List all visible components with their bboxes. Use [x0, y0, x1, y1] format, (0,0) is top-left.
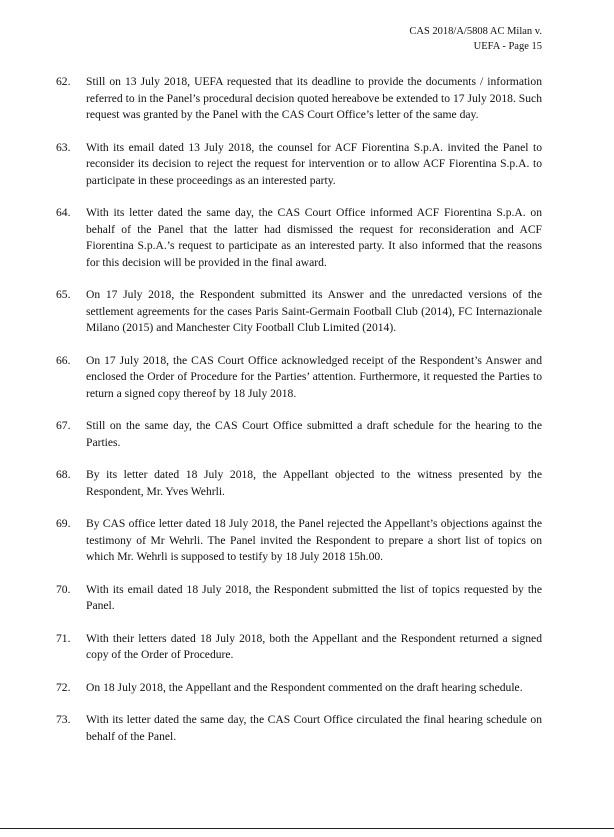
paragraph-64: [56, 205, 542, 271]
paragraph-text: By CAS office letter dated 18 July 2018, the Panel rejected the Appellant’s objections against the testimony of Mr Wehrli. The Panel invited the Respondent to prepare a short list of topics on which Mr. Wehrli is supposed to testify by 18 July 2018 15h.00.: [86, 517, 542, 563]
paragraph-text: Still on the same day, the CAS Court Office submitted a draft schedule for the hearing to the Parties.: [86, 419, 542, 449]
paragraph-70: [56, 582, 542, 615]
case-reference: CAS 2018/A/5808 AC Milan v.: [409, 26, 542, 37]
paragraph-73: [56, 712, 542, 745]
paragraph-number: 67.: [56, 419, 71, 432]
paragraph-67: [56, 418, 542, 451]
paragraph-text: On 17 July 2018, the Respondent submitted its Answer and the unredacted versions of the settlement agreements for the cases Paris Saint-Germain Football Club (2014), FC Internazionale Milano (2015) and Manchester City Football Club Limited (2014).: [86, 288, 542, 334]
paragraph-68: [56, 467, 542, 500]
paragraph-text: Still on 13 July 2018, UEFA requested that its deadline to provide the documents / information referred to in the Panel’s procedural decision quoted hereabove be extended to 17 July 2018. Such request was granted by the Panel with the CAS Court Office’s letter of the same day.: [86, 75, 542, 121]
paragraph-text: With their letters dated 18 July 2018, both the Appellant and the Respondent returned a signed copy of the Order of Procedure.: [86, 631, 542, 661]
paragraph-65: [56, 287, 542, 337]
paragraph-text: With its letter dated the same day, the CAS Court Office informed ACF Fiorentina S.p.A. on behalf of the Panel that the latter had dismissed the request for reconsideration and ACF Fiorentina S.p.A.’s request to participate as an interested party. It also informed that the reasons for this decision will be provided in the final award.: [86, 206, 542, 269]
paragraph-71: [56, 631, 542, 664]
paragraph-text: With its email dated 13 July 2018, the counsel for ACF Fiorentina S.p.A. invited the Panel to reconsider its decision to reject the request for intervention or to allow ACF Fiorentina S.p.A. to participate in these proceedings as an interested party.: [86, 140, 542, 187]
paragraph-text: With its letter dated the same day, the CAS Court Office circulated the final hearing schedule on behalf of the Panel.: [86, 713, 542, 743]
paragraph-72: [56, 680, 542, 697]
paragraph-number: 63.: [56, 140, 71, 154]
paragraph-number: 72.: [56, 680, 71, 694]
paragraph-text: By its letter dated 18 July 2018, the Appellant objected to the witness presented by the Respondent, Mr. Yves Wehrli.: [86, 468, 542, 498]
paragraph-text: On 18 July 2018, the Appellant and the Respondent commented on the draft hearing schedule.: [86, 680, 523, 694]
paragraph-63: [56, 140, 542, 190]
paragraph-text: With its email dated 18 July 2018, the Respondent submitted the list of topics requested by the Panel.: [86, 582, 542, 612]
paragraph-number: 70.: [56, 582, 71, 596]
page-number: UEFA - Page 15: [473, 40, 542, 52]
paragraph-list: [56, 74, 542, 761]
paragraph-number: 62.: [56, 75, 71, 88]
page-bottom-divider: [0, 828, 614, 829]
paragraph-number: 73.: [56, 713, 71, 726]
paragraph-62: [56, 74, 542, 124]
paragraph-number: 65.: [56, 288, 71, 301]
page-header: [409, 25, 542, 54]
paragraph-number: 68.: [56, 468, 71, 481]
paragraph-number: 64.: [56, 206, 71, 219]
paragraph-text: On 17 July 2018, the CAS Court Office acknowledged receipt of the Respondent’s Answer and enclosed the Order of Procedure for the Parties’ attention. Furthermore, it requested the Parties to return a signed copy thereof by 18 July 2018.: [86, 353, 542, 400]
paragraph-66: [56, 353, 542, 403]
paragraph-number: 71.: [56, 631, 71, 645]
paragraph-number: 66.: [56, 353, 71, 367]
paragraph-69: [56, 516, 542, 566]
paragraph-number: 69.: [56, 517, 71, 530]
